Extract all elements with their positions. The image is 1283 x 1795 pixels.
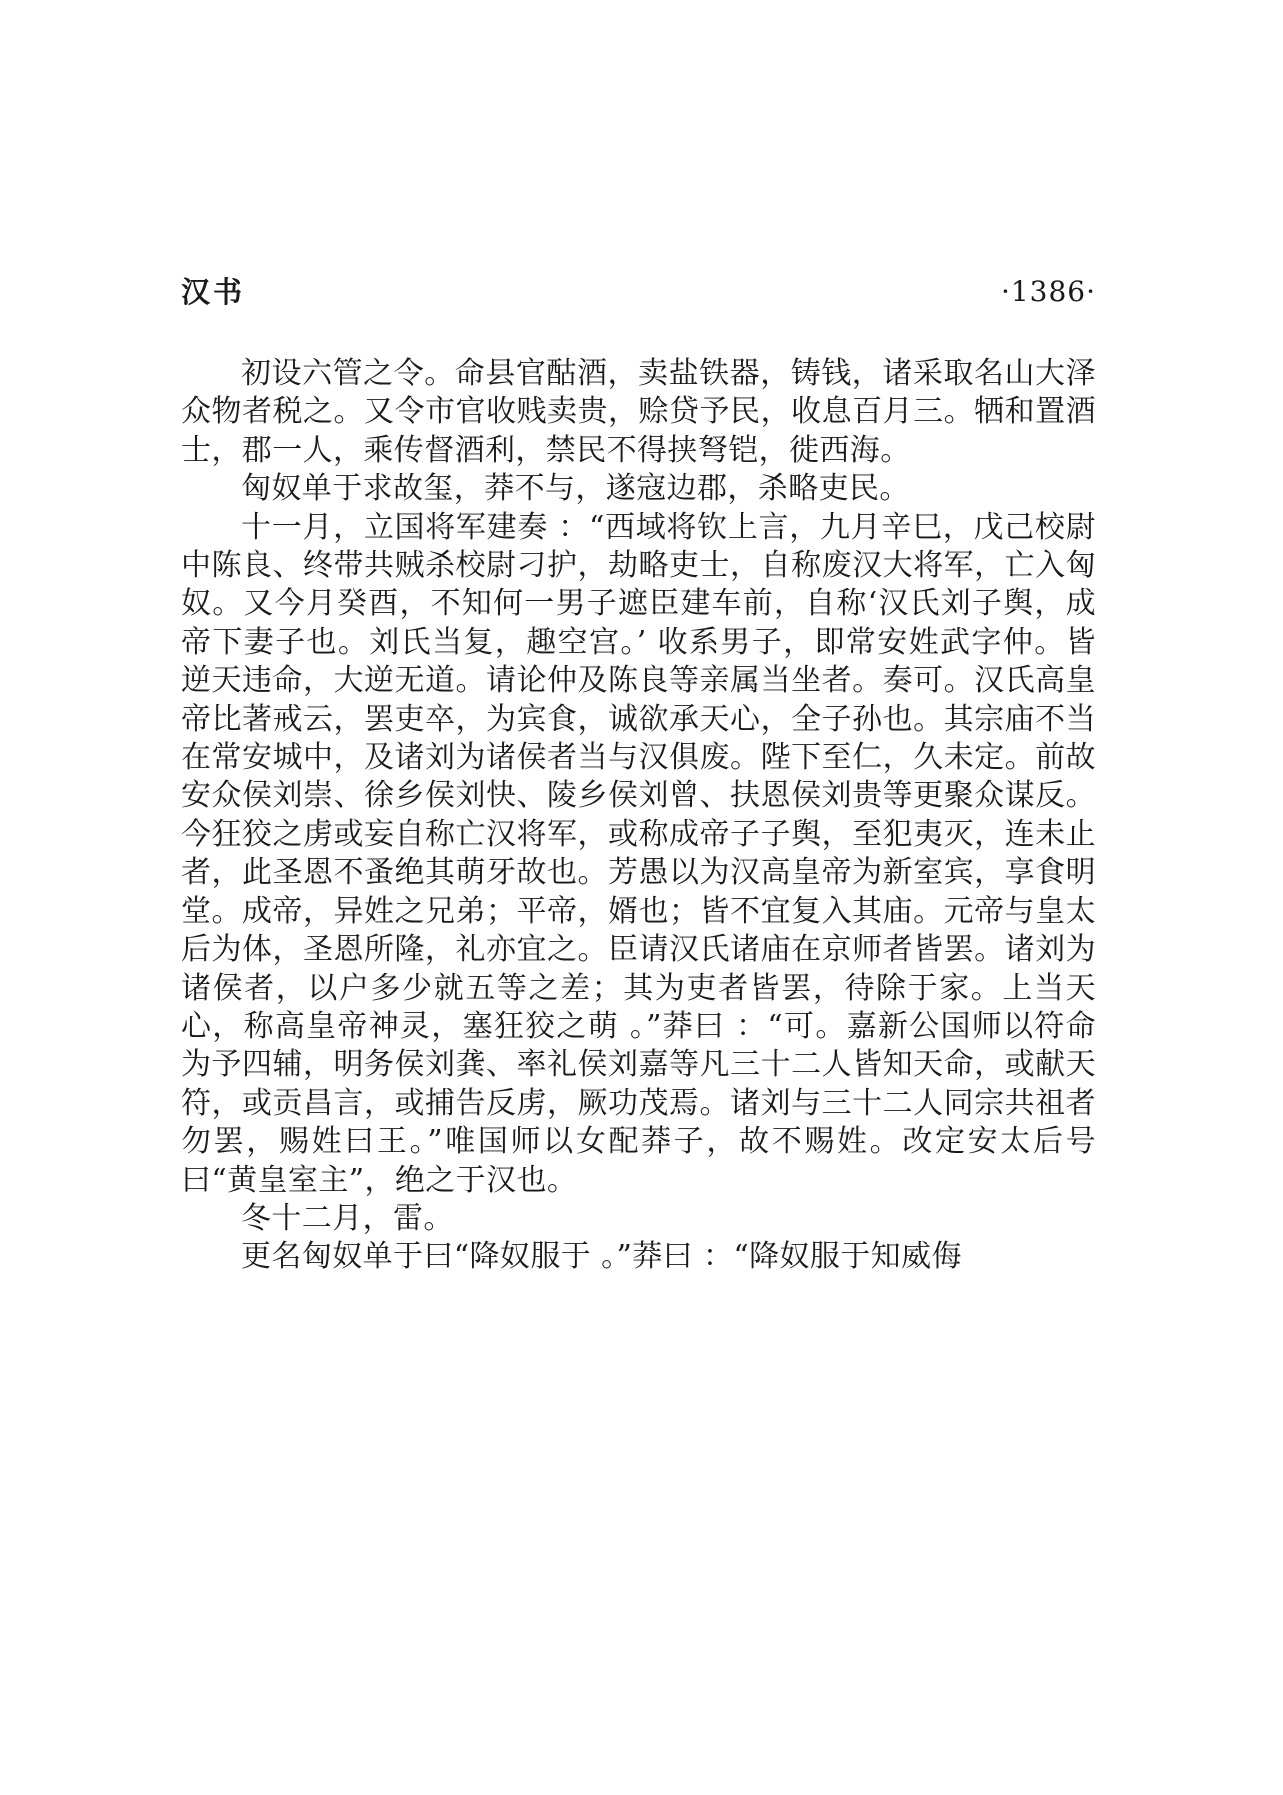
page-number: ·1386· <box>1000 275 1096 308</box>
paragraph-4: 冬十二月，雷。 <box>241 1200 454 1236</box>
paragraph-3: 十一月，立国将军建奏 ：“西域将钦上言，九月辛巳，戊己校尉中陈良、终带共贼杀校尉刁护，劫略吏士，自称废汉大将军，亡入匈奴。又今月癸酉，不知何一男子遮臣建车前，自称‘汉氏刘子舆，成帝下妻子也。刘氏当复，趣空宫。’ 收系男子，即常安姓武字仲。皆逆天违命，大逆无道。请论仲及陈良等亲属当坐者。奏可。汉氏高皇帝比著戒云，罢吏卒，为宾食，诚欲承天心，全子孙也。其宗庙不当在常安城中，及诸刘为诸侯者当与汉俱废。陛下至仁，久未定。前故安众侯刘崇、徐乡侯刘快、陵乡侯刘曾、扶恩侯刘贵等更聚众谋反。今狂狡之虏或妄自称亡汉将军，或称成帝子子舆，至犯夷灭，连未止者，此圣恩不蚤绝其萌牙故也。芳愚以为汉高皇帝为新室宾，享食明堂。成帝，异姓之兄弟；平帝，婿也；皆不宜复入其庙。元帝与皇太后为体，圣恩所隆，礼亦宜之。臣请汉氏诸庙在京师者皆罢。诸刘为诸侯者，以户多少就五等之差；其为吏者皆罢，待除于家。上当天心，称高皇帝神灵，塞狂狡之萌 。”莽曰 ：“可。嘉新公国师以符命为予四辅，明务侯刘龚、率礼侯刘嘉等凡三十二人皆知天命，或献天符，或贡昌言，或捕告反虏，厥功茂焉。诸刘与三十二人同宗共祖者勿罢，赐姓曰王。”唯国师以女配莽子，故不赐姓。改定安太后号曰“黄皇室主”，绝之于汉也。 <box>181 509 1096 1198</box>
page-header <box>181 270 1096 314</box>
paragraph-5: 更名匈奴单于曰“降奴服于 。”莽曰 ：“降奴服于知威侮 <box>241 1239 962 1275</box>
body-text <box>181 355 1096 1277</box>
book-title: 汉书 <box>181 275 246 309</box>
paragraph-1: 初设六管之令。命县官酤酒，卖盐铁器，铸钱，诸采取名山大泽众物者税之。又令市官收贱卖贵，赊贷予民，收息百月三。牺和置酒士，郡一人，乘传督酒利，禁民不得挟弩铠，徙西海。 <box>181 356 1096 468</box>
paragraph-2: 匈奴单于求故玺，莽不与，遂寇边郡，杀略吏民。 <box>241 471 910 507</box>
